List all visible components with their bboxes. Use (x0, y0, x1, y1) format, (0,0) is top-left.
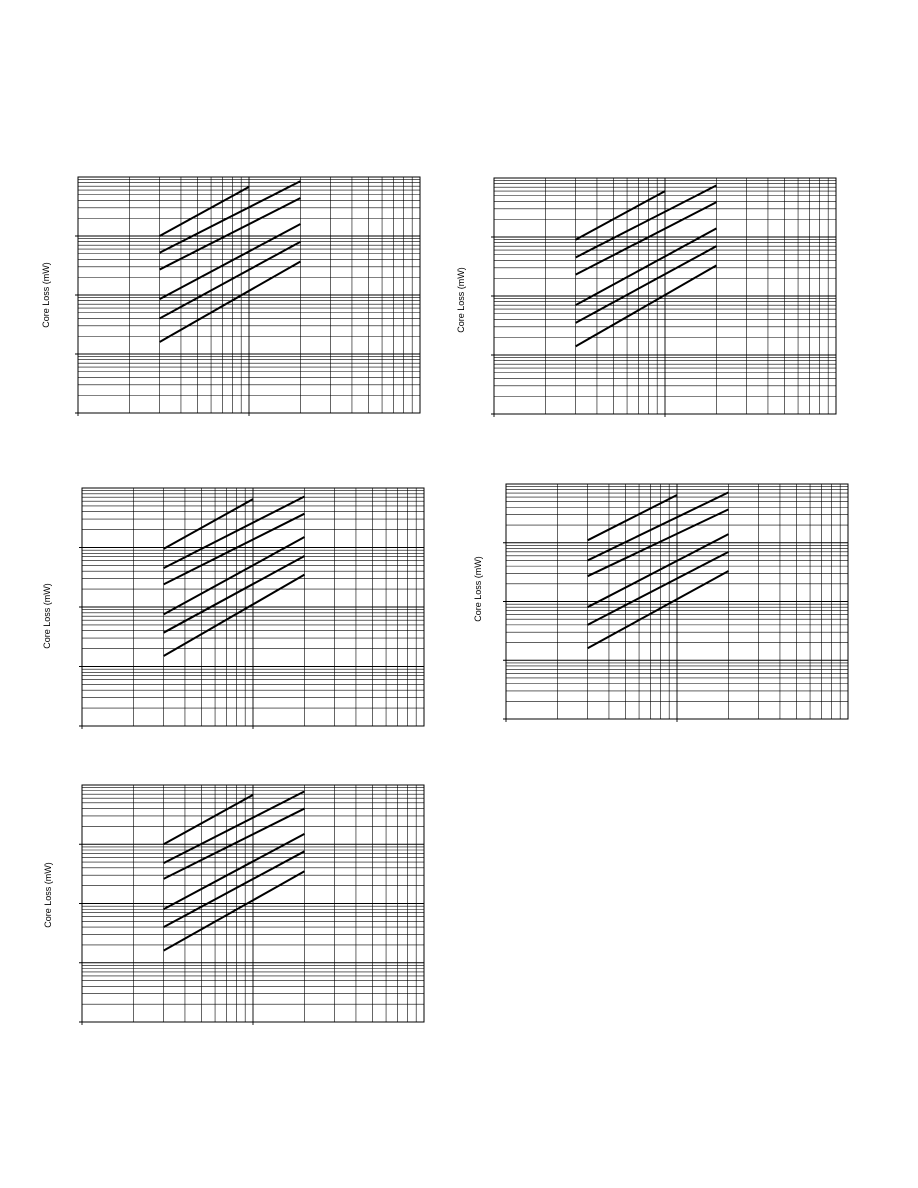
y-axis-label: Core Loss (mW) (41, 583, 52, 649)
y-axis-label: Core Loss (mW) (472, 556, 483, 622)
series-line-1 (164, 795, 253, 844)
y-axis-label: Core Loss (mW) (42, 862, 53, 928)
y-axis-label: Core Loss (mW) (455, 267, 466, 333)
grid (79, 785, 424, 1025)
y-axis-label: Core Loss (mW) (40, 262, 51, 328)
